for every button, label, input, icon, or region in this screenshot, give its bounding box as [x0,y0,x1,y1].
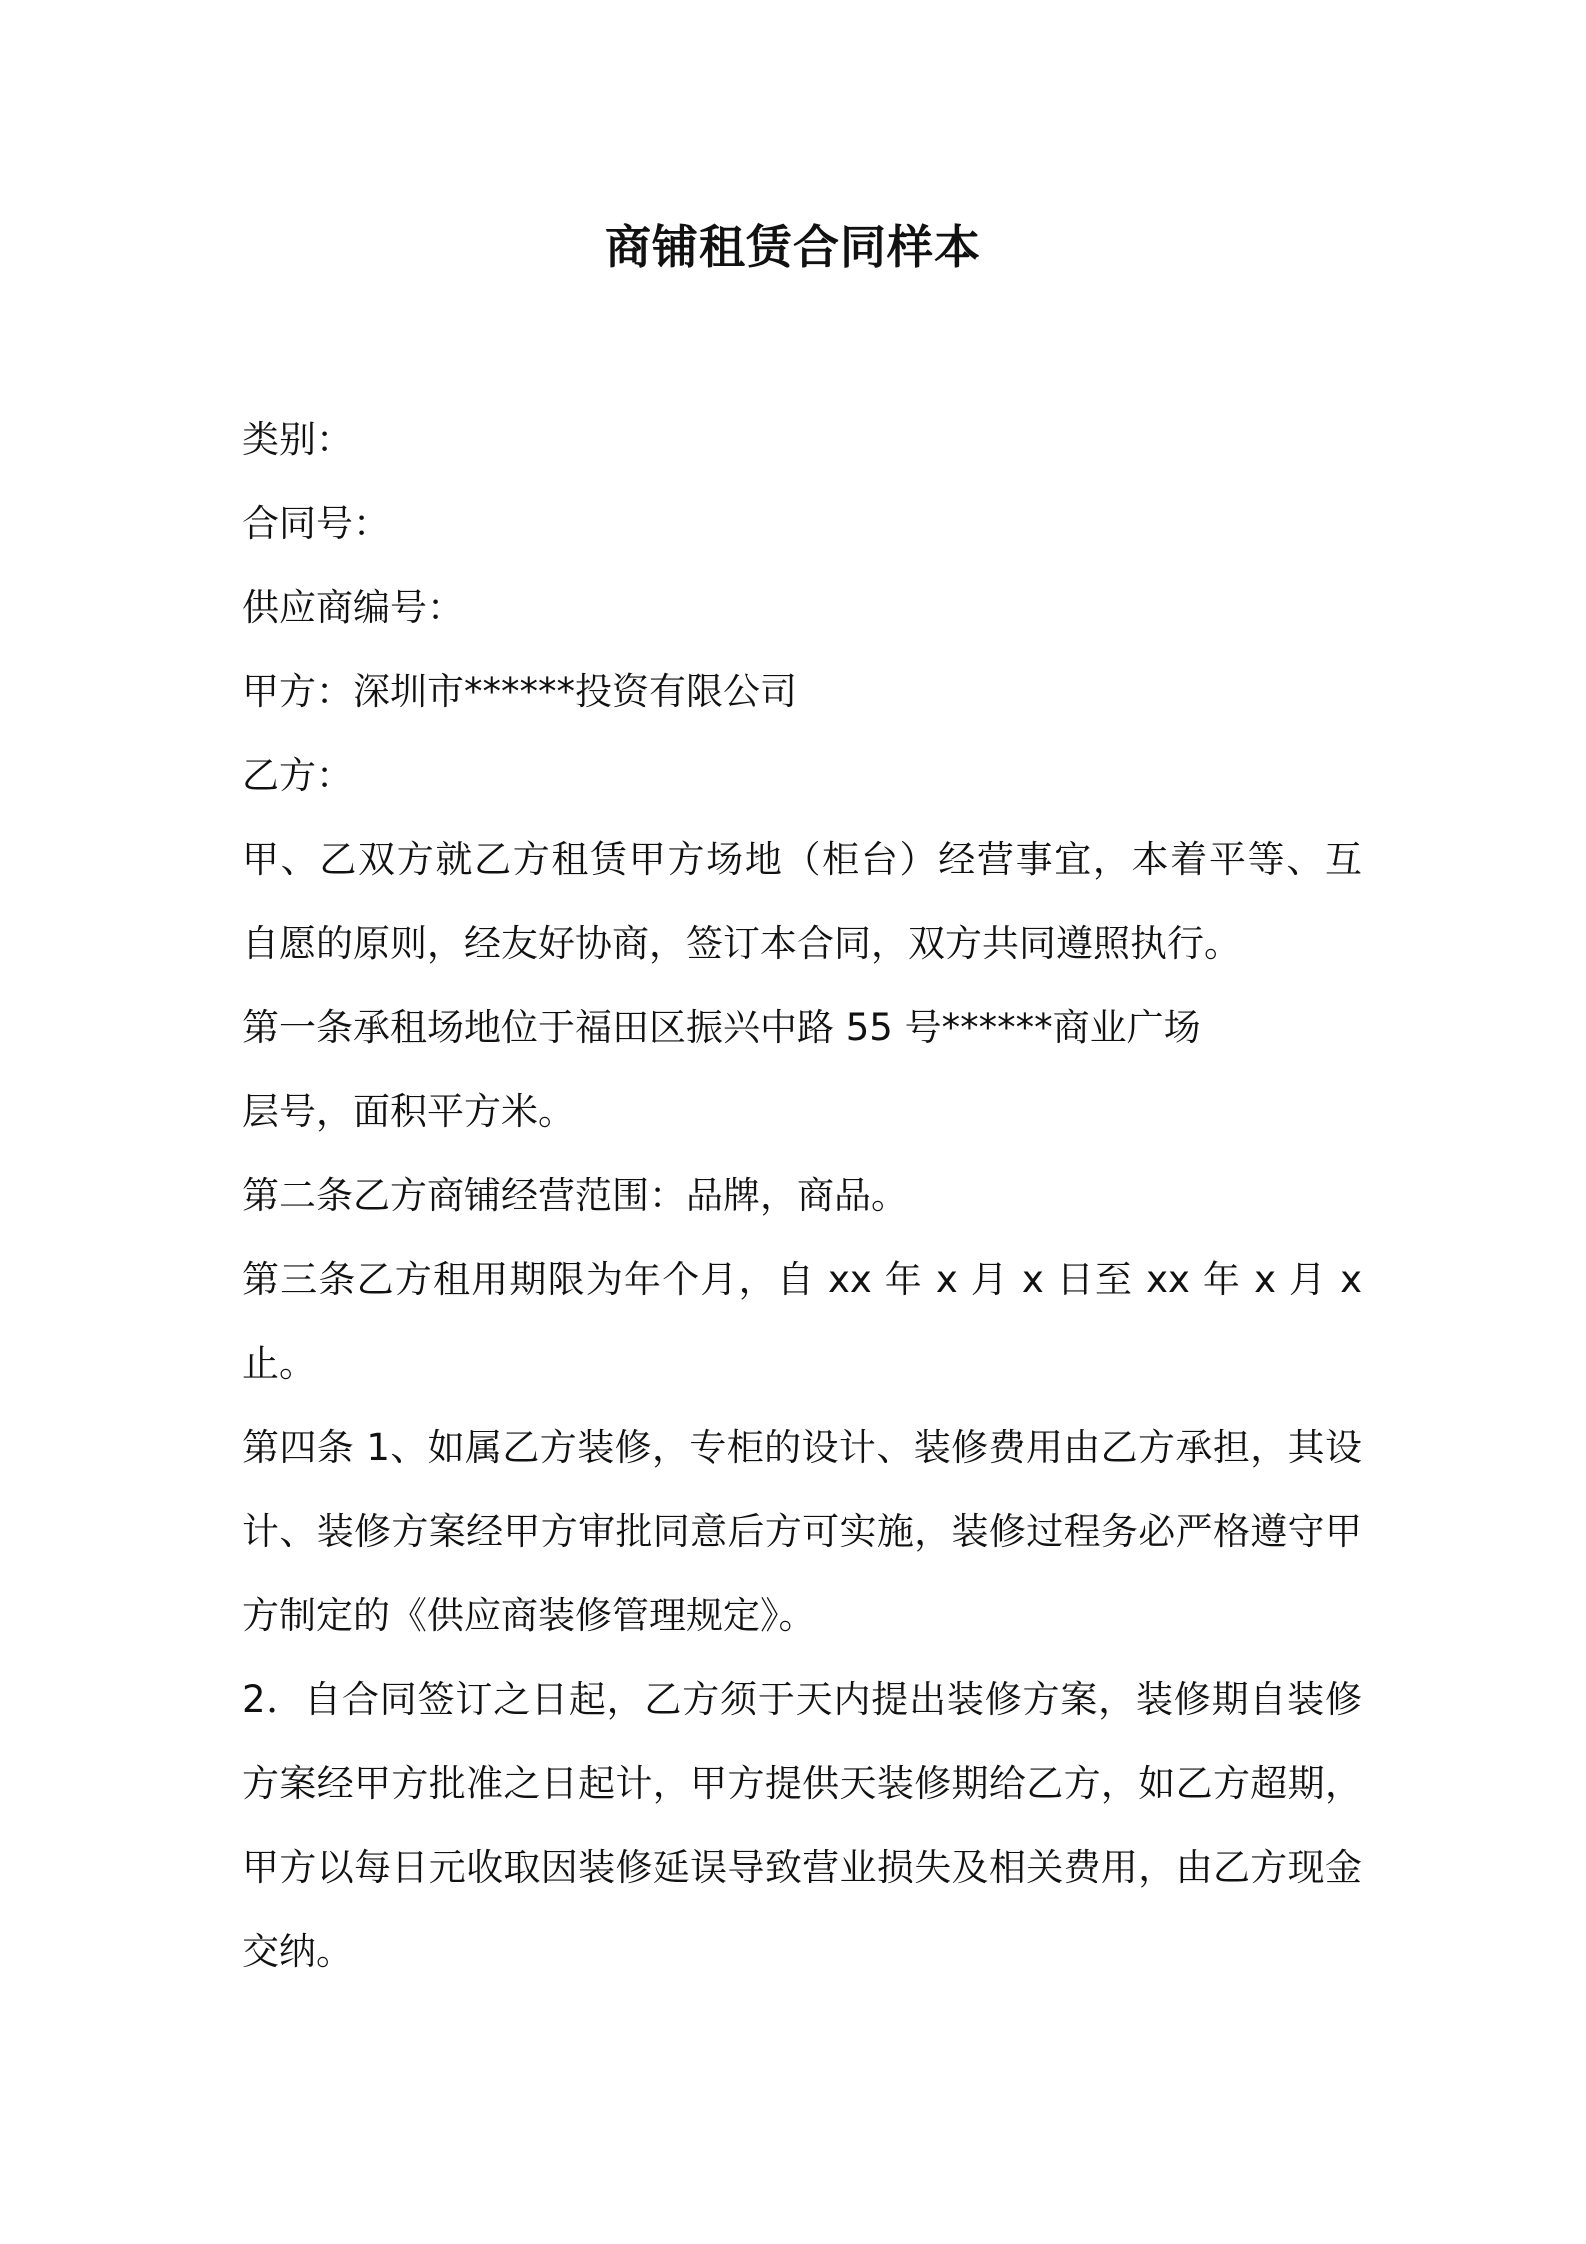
article-3-line: 第三条乙方租用期限为年个月，自 xx 年 x 月 x 日至 xx 年 x 月 x [242,1258,1362,1301]
category-line: 类别： [242,418,353,461]
supplier-number-line: 供应商编号： [242,586,464,629]
document-body [242,398,1362,1994]
contract-number-line: 合同号： [242,502,390,545]
article-4-item-2-line: 方案经甲方批准之日起计，甲方提供天装修期给乙方，如乙方超期， [242,1762,1362,1805]
article-1-line: 层号，面积平方米。 [242,1090,575,1133]
preamble-line: 甲、乙双方就乙方租赁甲方场地（柜台）经营事宜，本着平等、互 [242,838,1362,881]
article-4-item-2-line: 甲方以每日元收取因装修延误导致营业损失及相关费用，由乙方现金 [242,1846,1362,1889]
document-title: 商铺租赁合同样本 [605,220,981,274]
article-4-line: 计、装修方案经甲方审批同意后方可实施，装修过程务必严格遵守甲 [242,1510,1362,1553]
article-4-line: 第四条 1、如属乙方装修，专柜的设计、装修费用由乙方承担，其设 [242,1426,1362,1469]
article-2-line: 第二条乙方商铺经营范围：品牌，商品。 [242,1174,908,1217]
preamble-line: 自愿的原则，经友好协商，签订本合同，双方共同遵照执行。 [242,922,1241,965]
article-4-item-2-line: 交纳。 [242,1930,353,1973]
article-4-line: 方制定的《供应商装修管理规定》。 [242,1594,816,1637]
article-1-line: 第一条承租场地位于福田区振兴中路 55 号******商业广场 [242,1006,1201,1049]
article-3-line: 止。 [242,1342,316,1385]
party-a-line: 甲方：深圳市******投资有限公司 [242,670,797,713]
party-b-line: 乙方： [242,754,353,797]
article-4-item-2-line: 2．自合同签订之日起，乙方须于天内提出装修方案，装修期自装修 [242,1678,1362,1721]
